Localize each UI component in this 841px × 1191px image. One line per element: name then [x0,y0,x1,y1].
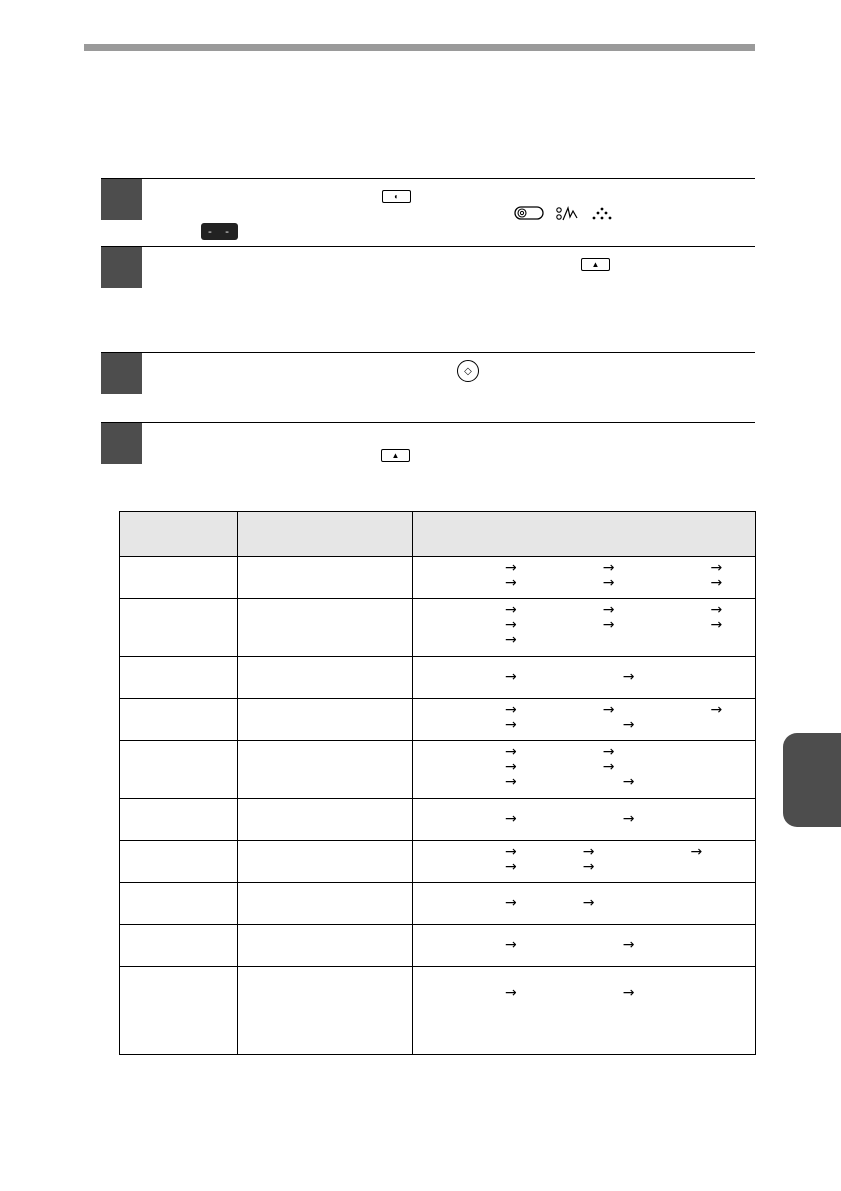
step-number-box [101,247,142,288]
arrow-right-icon: → [505,844,517,860]
table-header [413,512,756,557]
table-cell-sequence [413,599,756,657]
arrow-right-icon: → [505,617,517,633]
toner-icon [591,207,613,226]
toner-cartridge-icon [514,206,544,225]
arrow-line [425,860,743,875]
step-3 [101,352,755,413]
arrow-line [425,561,743,576]
step-number-box [101,179,142,220]
table-cell [120,841,238,883]
arrow-line [425,760,743,775]
arrow-right-icon: → [505,560,517,576]
arrow-right-icon: → [582,859,595,875]
arrow-line [425,576,743,591]
arrow-line [425,603,743,618]
top-rule [84,44,755,51]
arrow-right-icon: → [505,602,517,618]
arrow-right-icon: → [622,717,635,733]
table-cell [120,741,238,799]
arrow-right-icon: → [505,702,517,718]
table-cell-sequence [413,967,756,1055]
arrow-line [425,938,743,953]
arrow-right-icon: → [505,985,517,1001]
up-arrow-button-icon: ▲ [381,449,410,462]
table-row [120,657,756,699]
program-table [119,511,756,1055]
arrow-right-icon: → [710,602,723,618]
table-cell-sequence [413,841,756,883]
table-cell [120,599,238,657]
power-save-button-icon [382,190,411,203]
arrow-line [425,618,743,633]
table-row [120,799,756,841]
table-row [120,557,756,599]
step-4 [101,422,755,483]
table-cell-sequence [413,925,756,967]
arrow-right-icon: → [505,744,517,760]
arrow-line [425,745,743,760]
table-cell [238,883,413,925]
table-cell [120,925,238,967]
arrow-right-icon: → [582,844,595,860]
arrow-right-icon: → [505,811,517,827]
arrow-right-icon: → [622,811,635,827]
misfeed-icon [556,206,578,225]
table-row [120,599,756,657]
arrow-right-icon: → [602,602,615,618]
table-row [120,967,756,1055]
arrow-right-icon: → [622,937,635,953]
arrow-line [425,1001,743,1016]
table-cell [120,557,238,599]
arrow-line [425,896,743,911]
table-cell-sequence [413,883,756,925]
step-1 [101,178,755,247]
arrow-line [425,703,743,718]
arrow-line [425,633,743,648]
table-cell [238,799,413,841]
table-cell [120,799,238,841]
step-2 [101,246,755,307]
arrow-right-icon: → [602,744,615,760]
table-cell [238,967,413,1055]
arrow-line [425,775,743,790]
arrow-right-icon: → [622,774,635,790]
arrow-right-icon: → [505,632,517,648]
table-cell-sequence [413,799,756,841]
arrow-right-icon: → [602,575,615,591]
arrow-right-icon: → [602,759,615,775]
table-cell [238,841,413,883]
arrow-right-icon: → [505,895,517,911]
table-header [238,512,413,557]
arrow-right-icon: → [505,859,517,875]
arrow-right-icon: → [582,895,595,911]
arrow-line [425,670,743,685]
up-arrow-button-icon: ▲ [581,258,610,271]
arrow-right-icon: → [505,774,517,790]
table-cell [120,699,238,741]
table-row [120,925,756,967]
arrow-right-icon: → [690,844,703,860]
table-row [120,883,756,925]
display-icon: - - [201,223,238,240]
table-row [120,841,756,883]
table-cell [238,699,413,741]
table-cell [238,599,413,657]
chapter-tab [783,733,841,827]
table-cell [238,557,413,599]
arrow-line [425,971,743,986]
arrow-right-icon: → [505,575,517,591]
table-cell [120,967,238,1055]
table-header-row [120,512,756,557]
arrow-right-icon: → [710,575,723,591]
arrow-right-icon: → [710,702,723,718]
arrow-right-icon: → [710,617,723,633]
table-cell [238,657,413,699]
arrow-line [425,812,743,827]
table-cell-sequence [413,657,756,699]
arrow-right-icon: → [602,560,615,576]
table-cell [238,741,413,799]
table-cell-sequence [413,557,756,599]
table-cell [120,883,238,925]
step-number-box [101,423,142,464]
start-button-icon: ◇ [457,360,479,382]
arrow-right-icon: → [622,669,635,685]
arrow-right-icon: → [505,937,517,953]
arrow-line [425,845,743,860]
table-cell-sequence [413,741,756,799]
table-row [120,741,756,799]
arrow-right-icon: → [602,617,615,633]
table-header [120,512,238,557]
arrow-right-icon: → [505,759,517,775]
table-row [120,699,756,741]
arrow-right-icon: → [710,560,723,576]
power-save-icon: ◐ [394,191,399,201]
arrow-line [425,986,743,1001]
table-cell-sequence [413,699,756,741]
arrow-right-icon: → [602,702,615,718]
arrow-line [425,718,743,733]
table-cell [120,657,238,699]
arrow-right-icon: → [622,985,635,1001]
table-cell [238,925,413,967]
arrow-right-icon: → [505,717,517,733]
step-number-box [101,353,142,394]
arrow-right-icon: → [505,669,517,685]
